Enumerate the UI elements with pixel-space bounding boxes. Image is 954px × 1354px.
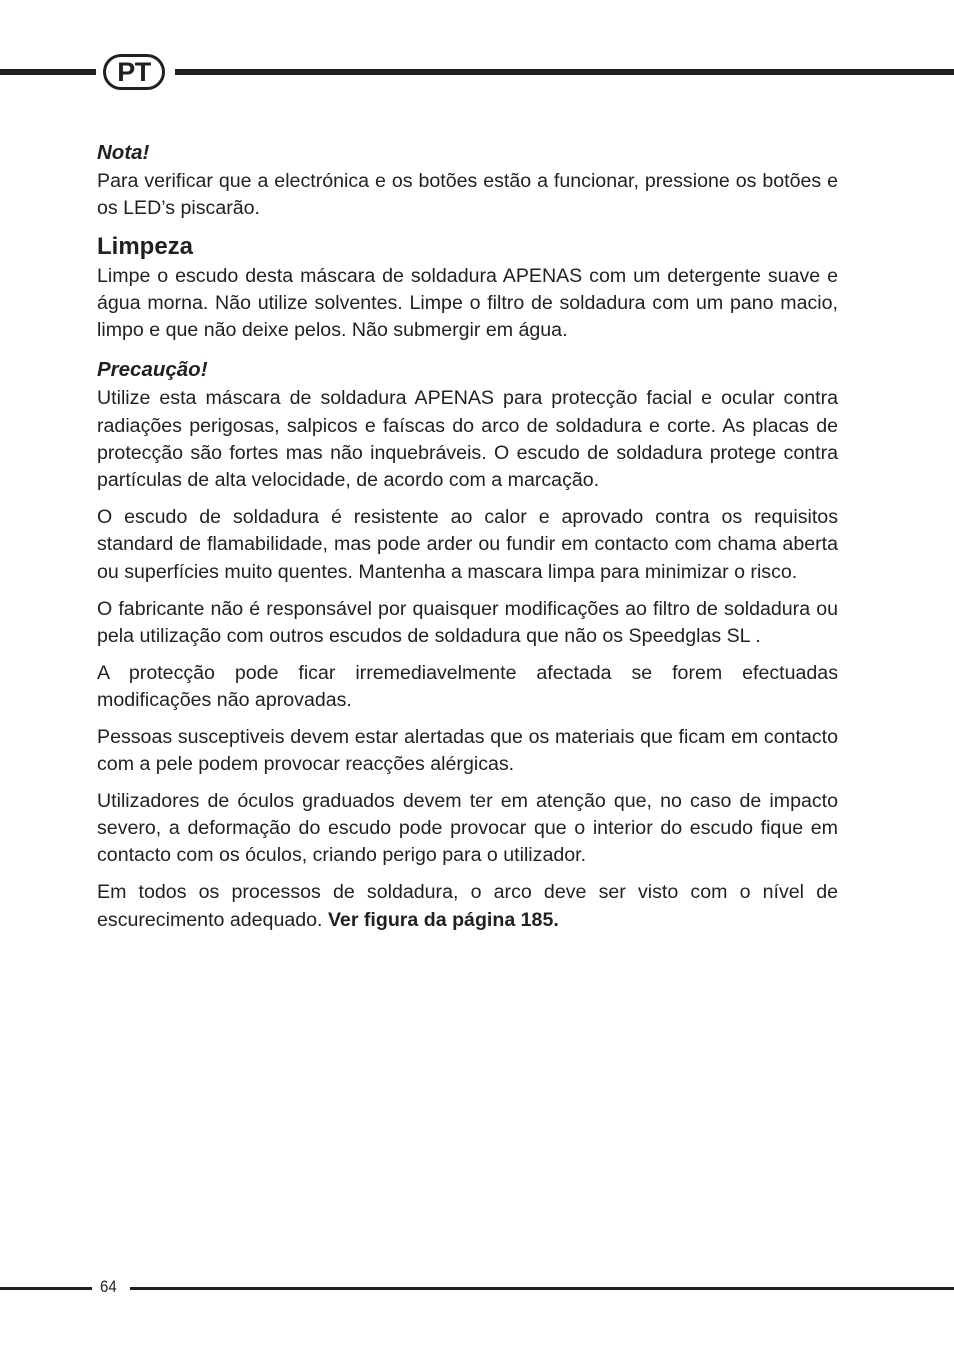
- figure-reference: Ver figura da página 185.: [327, 908, 559, 931]
- header-rule-left: [0, 69, 96, 75]
- header-rule-right: [175, 69, 954, 75]
- language-badge: PT: [103, 54, 165, 90]
- cleaning-paragraph: Limpe o escudo desta máscara de soldadura APENAS com um detergente suave e água morna. Não utilize solventes. Limpe o filtro de soldadura com um pano macio, limpo e que não deixe pelos. Não submergir em água.: [97, 264, 838, 342]
- caution-paragraph-2: O escudo de soldadura é resistente ao calor e aprovado contra os requisitos standard de flamabilidade, mas pode arder ou fundir em contacto com chama aberta ou superfícies muito quentes. Mantenha a mascara limpa para minimizar o risco.: [97, 506, 838, 583]
- caution-paragraph-1: Utilize esta máscara de soldadura APENAS para protecção facial e ocular contra radiações perigosas, salpicos e faíscas do arco de soldadura e corte. As placas de protecção são fortes mas não inquebráveis. O escudo de soldadura protege contra partículas de alta velocidade, de acordo com a marcação.: [97, 387, 838, 492]
- caution-paragraph-3: O fabricante não é responsável por quaisquer modificações ao filtro de soldadura ou pela utilização com outros escudos de soldadura que não os Speedglas SL .: [97, 597, 838, 647]
- page-content: [97, 138, 838, 934]
- caution-paragraph-7-text: Em todos os processos de soldadura, o arco deve ser visto com o nível de escurecimento adequado.: [97, 881, 838, 931]
- caution-heading: Precaução!: [97, 358, 208, 382]
- caution-paragraph-6: Utilizadores de óculos graduados devem ter em atenção que, no caso de impacto severo, a deformação do escudo pode provocar que o interior do escudo fique em contacto com os óculos, criando perigo para o utilizador.: [97, 789, 838, 867]
- page-number: 64: [100, 1277, 117, 1296]
- cleaning-heading: Limpeza: [97, 232, 194, 260]
- caution-paragraph-4: A protecção pode ficar irremediavelmente afectada se forem efectuadas modificações não aprovadas.: [97, 661, 838, 711]
- footer-rule-right: [130, 1287, 954, 1290]
- caution-paragraph-7: [97, 879, 838, 934]
- footer-rule-left: [0, 1287, 92, 1290]
- note-heading: Nota!: [97, 141, 150, 164]
- caution-paragraph-5: Pessoas susceptiveis devem estar alertadas que os materiais que ficam em contacto com a pele podem provocar reacções alérgicas.: [97, 725, 838, 776]
- note-paragraph: Para verificar que a electrónica e os botões estão a funcionar, pressione os botões e os LED’s piscarão.: [97, 170, 838, 220]
- caution-body: [97, 385, 838, 933]
